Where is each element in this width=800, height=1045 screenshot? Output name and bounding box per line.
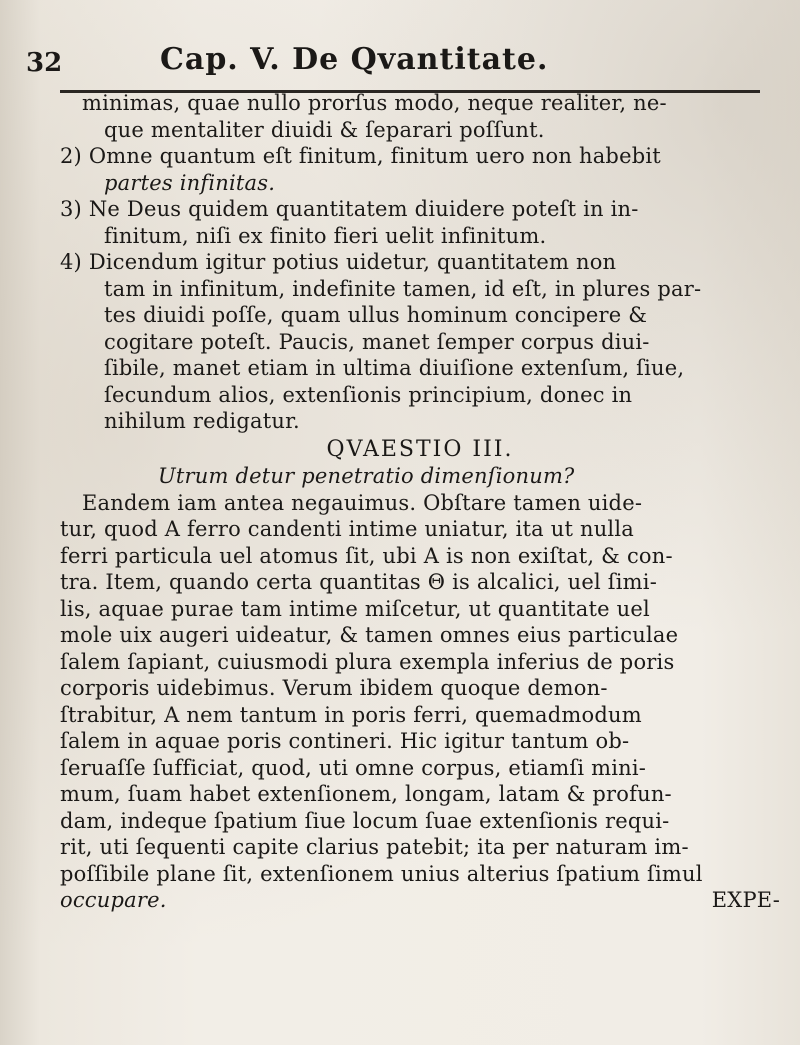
question-heading: QVAESTIO III.: [326, 436, 514, 462]
paragraph-line: mum, ſuam habet extenſionem, longam, latam & profun-: [60, 782, 672, 806]
catchword: EXPE-: [711, 888, 780, 912]
page-number: 32: [26, 48, 63, 78]
text-line: nihilum redigatur.: [104, 409, 300, 433]
text-line: ſibile, manet etiam in ultima diuiſione extenſum, ſiue,: [104, 356, 685, 380]
text-line: tam in infinitum, indefinite tamen, id eſt, in plures par-: [104, 276, 702, 301]
text-line: ſecundum alios, extenſionis principium, donec in: [104, 382, 633, 407]
paragraph-line: ferri particula uel atomus ſit, ubi A is non exiſtat, & con-: [60, 543, 673, 568]
running-title: Cap. V. De Qvantitate.: [160, 42, 549, 77]
paragraph-line: ſeruaſſe ſufficiat, quod, uti omne corpus, etiamſi mini-: [60, 755, 647, 780]
page-header: [20, 30, 760, 90]
question-text: Utrum detur penetratio dimenſionum?: [158, 464, 575, 488]
text-line: que mentaliter diuidi & ſeparari poſſunt.: [104, 117, 545, 142]
text-line: partes infinitas.: [104, 170, 276, 195]
text-line: 2) Omne quantum eſt finitum, finitum uero non habebit: [60, 144, 661, 168]
last-line: occupare.: [60, 888, 167, 912]
paragraph-line: ſtrabitur, A nem tantum in poris ferri, quemadmodum: [60, 702, 642, 727]
paragraph-line: poſſibile plane ſit, extenſionem unius alterius ſpatium ſimul: [60, 861, 703, 886]
paragraph-line: Eandem iam antea negauimus. Obſtare tamen uide-: [82, 490, 643, 515]
paragraph-line: rit, uti ſequenti capite clarius patebit; ita per naturam im-: [60, 835, 689, 859]
paragraph-line: tra. Item, quando certa quantitas Θ is alcalici, uel ſimi-: [60, 570, 657, 594]
paragraph-line: ſalem in aquae poris contineri. Hic igitur tantum ob-: [60, 729, 630, 753]
paragraph-line: dam, indeque ſpatium ſiue locum ſuae extenſionis requi-: [60, 808, 670, 833]
paragraph-line: mole uix augeri uideatur, & tamen omnes eius particulae: [60, 623, 679, 647]
text-line: tes diuidi poſſe, quam ullus hominum concipere &: [104, 303, 648, 327]
last-line-with-catchword: [60, 887, 780, 914]
text-line: cogitare poteſt. Paucis, manet ſemper corpus diui-: [104, 329, 650, 354]
text-line: finitum, niſi ex finito fieri uelit infinitum.: [104, 223, 547, 248]
paragraph-line: tur, quod A ferro candenti intime uniatur, ita ut nulla: [60, 517, 634, 541]
body-text: [60, 90, 780, 914]
paragraph-line: corporis uidebimus. Verum ibidem quoque demon-: [60, 676, 608, 700]
paragraph-line: lis, aquae purae tam intime miſcetur, ut quantitate uel: [60, 596, 650, 621]
text-line: 3) Ne Deus quidem quantitatem diuidere poteſt in in-: [60, 197, 639, 221]
text-line: minimas, quae nullo prorſus modo, neque realiter, ne-: [82, 91, 667, 115]
text-line: 4) Dicendum igitur potius uidetur, quantitatem non: [60, 250, 617, 274]
paragraph-line: ſalem ſapiant, cuiusmodi plura exempla inferius de poris: [60, 649, 675, 674]
